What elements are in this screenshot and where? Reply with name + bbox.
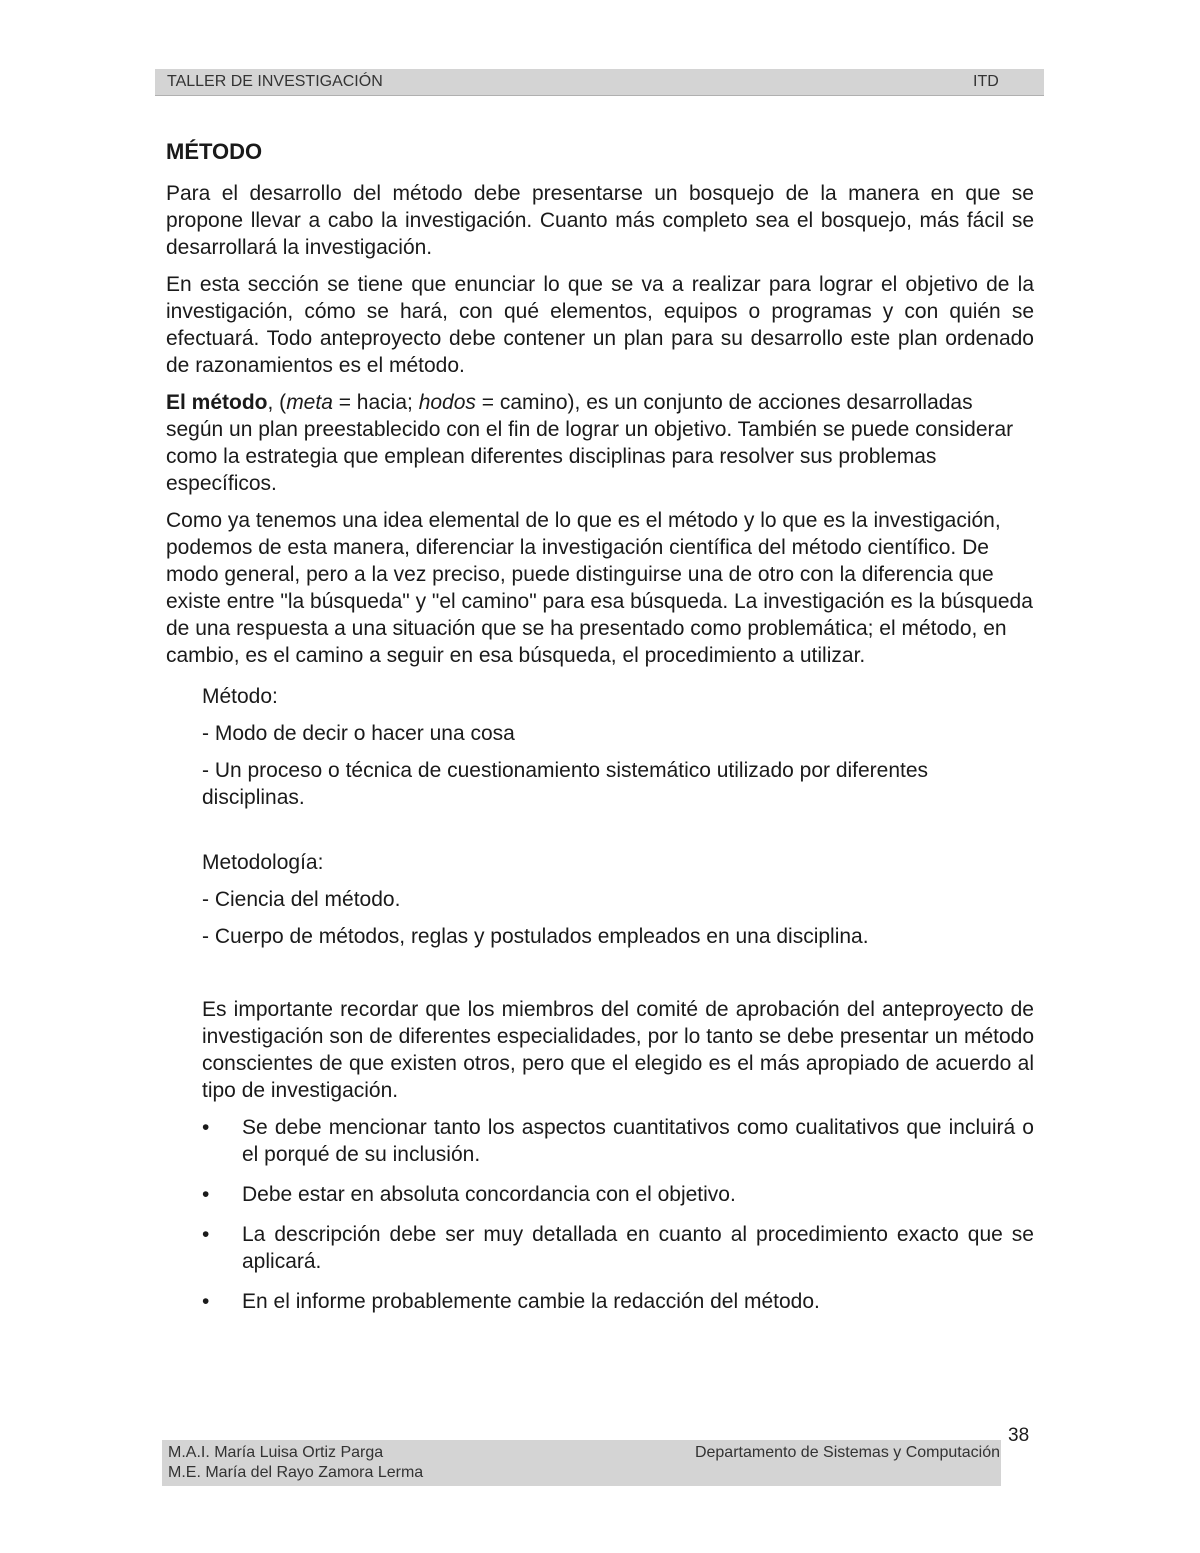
metodologia-definition-2: - Cuerpo de métodos, reglas y postulados empleados en una disciplina.	[202, 925, 869, 948]
metodo-label: Método:	[202, 685, 278, 708]
page-number: 38	[1008, 1425, 1030, 1446]
paragraph-section-purpose: En esta sección se tiene que enunciar lo que se va a realizar para lograr el objetivo de la investigación, cómo se hará, con qué elementos, equipos o programas y con quién se efectuará. Todo anteproyecto debe contener un plan para su desarrollo este plan ordenado de razonamientos es el método.	[166, 273, 1034, 377]
bullet-icon: •	[202, 1183, 210, 1206]
footer-author-1: M.A.I. María Luisa Ortiz Parga	[168, 1444, 384, 1461]
header-course-title: TALLER DE INVESTIGACIÓN	[167, 73, 383, 90]
footer-author-2: M.E. María del Rayo Zamora Lerma	[168, 1464, 424, 1481]
term-meta: meta	[286, 391, 333, 414]
footer-department: Departamento de Sistemas y Computación	[694, 1444, 1000, 1461]
term-hodos: hodos	[418, 391, 476, 414]
metodo-definition-2: - Un proceso o técnica de cuestionamiento sistemático utilizado por diferentes disciplinas.	[202, 759, 929, 809]
list-item: • La descripción debe ser muy detallada en cuanto al procedimiento exacto que se aplicará.	[202, 1223, 1034, 1273]
list-item: • Debe estar en absoluta concordancia con el objetivo.	[202, 1183, 736, 1206]
paragraph-comparison: Como ya tenemos una idea elemental de lo que es el método y lo que es la investigación, podemos de esta manera, diferenciar la investigación científica del método científico. De modo general, pero a la vez preciso, puede distinguirse una de otro con la diferencia que existe entre "la búsqueda" y "el camino" para esa búsqueda. La investigación es la búsqueda de una respuesta a una situación que se ha presentado como problemática; el método, en cambio, es el camino a seguir en esa búsqueda, el procedimiento a utilizar.	[166, 509, 1033, 667]
bullet-icon: •	[202, 1116, 210, 1139]
paragraph-committee: Es importante recordar que los miembros del comité de aprobación del anteproyecto de investigación son de diferentes especialidades, por lo tanto se debe presentar un método conscientes de que existen otros, pero que el elegido es el más apropiado de acuerdo al tipo de investigación.	[202, 998, 1034, 1102]
definition-term: El método	[166, 391, 268, 414]
header-institution: ITD	[973, 73, 999, 90]
requirements-list	[202, 1114, 1034, 1315]
page-body	[166, 138, 1034, 1328]
metodo-definition-1: - Modo de decir o hacer una cosa	[202, 722, 515, 745]
metodologia-definition-1: - Ciencia del método.	[202, 888, 401, 911]
list-item: • En el informe probablemente cambie la redacción del método.	[202, 1290, 820, 1313]
page-footer	[162, 1440, 1001, 1486]
bullet-icon: •	[202, 1223, 210, 1246]
section-title: MÉTODO	[166, 139, 263, 164]
list-item: • Se debe mencionar tanto los aspectos cuantitativos como cualitativos que incluirá o el porqué de su inclusión.	[202, 1116, 1034, 1166]
bullet-icon: •	[202, 1290, 210, 1313]
paragraph-definition: El método, (meta = hacia; hodos = camino), es un conjunto de acciones desarrolladas según un plan preestablecido con el fin de lograr un objetivo. También se puede considerar como la estrategia que emplean diferentes disciplinas para resolver sus problemas específicos.	[166, 391, 1014, 495]
metodologia-label: Metodología:	[202, 851, 324, 874]
paragraph-intro: Para el desarrollo del método debe presentarse un bosquejo de la manera en que se propone llevar a cabo la investigación. Cuanto más completo sea el bosquejo, más fácil se desarrollará la investigación.	[166, 182, 1034, 259]
page-header	[155, 69, 1044, 96]
